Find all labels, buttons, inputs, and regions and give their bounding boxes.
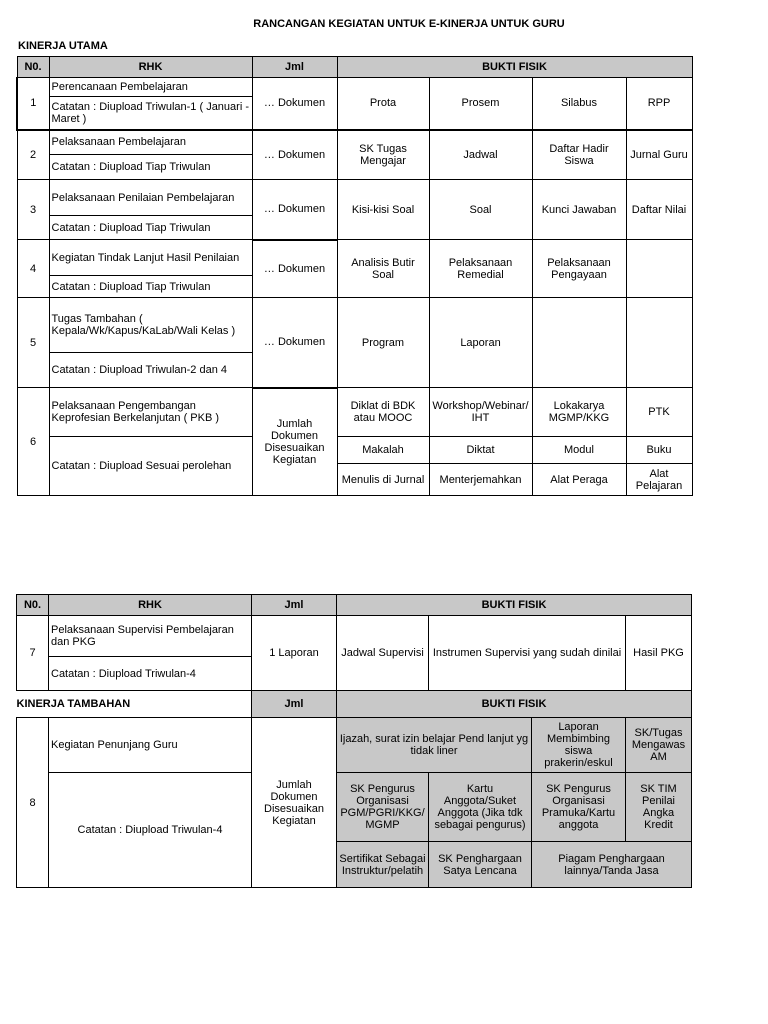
- bukti-cell: Jadwal: [429, 130, 532, 180]
- bukti-cell: Pelaksanaan Pengayaan: [532, 240, 626, 298]
- supervisi-tambahan-table: [16, 594, 692, 888]
- bukti-cell: Menulis di Jurnal: [337, 464, 429, 496]
- rhk-cell: Pelaksanaan Pembelajaran: [49, 130, 252, 155]
- note-cell: Catatan : Diupload Triwulan-1 ( Januari - Maret ): [49, 97, 252, 130]
- table-row: [17, 130, 692, 155]
- note-cell: Catatan : Diupload Triwulan-4: [49, 773, 252, 888]
- table-row: [17, 78, 692, 97]
- bukti-cell: Buku: [626, 437, 692, 464]
- document-title: RANCANGAN KEGIATAN UNTUK E-KINERJA UNTUK GURU: [253, 18, 565, 30]
- row-number: 3: [17, 180, 49, 240]
- row-number: 8: [17, 718, 49, 888]
- table-header-row: [17, 57, 692, 78]
- bukti-cell: [626, 298, 692, 388]
- header-bukti-fisik: BUKTI FISIK: [337, 595, 692, 616]
- rhk-cell: Kegiatan Penunjang Guru: [49, 718, 252, 773]
- jml-cell: … Dokumen: [252, 240, 337, 298]
- bukti-cell: [626, 240, 692, 298]
- bukti-cell: SK Penghargaan Satya Lencana: [429, 842, 532, 888]
- note-cell: Catatan : Diupload Triwulan-4: [49, 657, 252, 691]
- header-jml: Jml: [252, 691, 337, 718]
- header-no: N0.: [17, 57, 49, 78]
- row-number: 5: [17, 298, 49, 388]
- rhk-cell: Pelaksanaan Pengembangan Keprofesian Berkelanjutan ( PKB ): [49, 388, 252, 437]
- note-cell: Catatan : Diupload Sesuai perolehan: [49, 437, 252, 496]
- row-number: 4: [17, 240, 49, 298]
- bukti-cell: Silabus: [532, 78, 626, 130]
- table-row: [17, 240, 692, 276]
- note-cell: Catatan : Diupload Tiap Triwulan: [49, 276, 252, 298]
- bukti-cell: [532, 298, 626, 388]
- bukti-cell: Prosem: [429, 78, 532, 130]
- bukti-cell: Instrumen Supervisi yang sudah dinilai: [429, 616, 626, 691]
- bukti-cell: Diklat di BDK atau MOOC: [337, 388, 429, 437]
- jml-cell: … Dokumen: [252, 180, 337, 240]
- note-cell: Catatan : Diupload Tiap Triwulan: [49, 155, 252, 180]
- bukti-cell: Analisis Butir Soal: [337, 240, 429, 298]
- jml-cell: … Dokumen: [252, 78, 337, 130]
- jml-cell: Jumlah Dokumen Disesuaikan Kegiatan: [252, 388, 337, 496]
- bukti-cell: Jadwal Supervisi: [337, 616, 429, 691]
- bukti-cell: Laporan: [429, 298, 532, 388]
- table-row: [17, 298, 692, 353]
- bukti-cell: SK Pengurus Organisasi PGM/PGRI/KKG/ MGMP: [337, 773, 429, 842]
- jml-cell: … Dokumen: [252, 130, 337, 180]
- header-no: N0.: [17, 595, 49, 616]
- bukti-cell: Workshop/Webinar/ IHT: [429, 388, 532, 437]
- bukti-cell: Kartu Anggota/Suket Anggota (Jika tdk sebagai pengurus): [429, 773, 532, 842]
- table-row: [17, 388, 692, 437]
- row-number: 7: [17, 616, 49, 691]
- row-number: 6: [17, 388, 49, 496]
- rhk-cell: Tugas Tambahan ( Kepala/Wk/Kapus/KaLab/Wali Kelas ): [49, 298, 252, 353]
- bukti-cell: Menterjemahkan: [429, 464, 532, 496]
- section-kinerja-tambahan: KINERJA TAMBAHAN: [17, 691, 252, 718]
- bukti-cell: RPP: [626, 78, 692, 130]
- table-section-row: [17, 691, 692, 718]
- bukti-cell: Laporan Membimbing siswa prakerin/eskul: [532, 718, 626, 773]
- header-rhk: RHK: [49, 595, 252, 616]
- kinerja-utama-table: [16, 56, 693, 496]
- rhk-cell: Pelaksanaan Penilaian Pembelajaran: [49, 180, 252, 216]
- bukti-cell: SK Pengurus Organisasi Pramuka/Kartu anggota: [532, 773, 626, 842]
- bukti-cell: Sertifikat Sebagai Instruktur/pelatih: [337, 842, 429, 888]
- section-kinerja-utama: KINERJA UTAMA: [18, 40, 108, 52]
- header-rhk: RHK: [49, 57, 252, 78]
- header-bukti-fisik: BUKTI FISIK: [337, 691, 692, 718]
- bukti-cell: Kisi-kisi Soal: [337, 180, 429, 240]
- jml-cell: Jumlah Dokumen Disesuaikan Kegiatan: [252, 718, 337, 888]
- bukti-cell: Daftar Hadir Siswa: [532, 130, 626, 180]
- row-number: 2: [17, 130, 49, 180]
- header-bukti-fisik: BUKTI FISIK: [337, 57, 692, 78]
- bukti-cell: Diktat: [429, 437, 532, 464]
- bukti-cell: Program: [337, 298, 429, 388]
- bukti-cell: Piagam Penghargaan lainnya/Tanda Jasa: [532, 842, 692, 888]
- rhk-cell: Kegiatan Tindak Lanjut Hasil Penilaian: [49, 240, 252, 276]
- bukti-cell: Soal: [429, 180, 532, 240]
- header-jml: Jml: [252, 595, 337, 616]
- row-number: 1: [17, 78, 49, 130]
- jml-cell: 1 Laporan: [252, 616, 337, 691]
- table-row: [17, 616, 692, 657]
- bukti-cell: Daftar Nilai: [626, 180, 692, 240]
- bukti-cell: SK/Tugas Mengawas AM: [626, 718, 692, 773]
- bukti-cell: Jurnal Guru: [626, 130, 692, 180]
- bukti-cell: Hasil PKG: [626, 616, 692, 691]
- table-row: [17, 718, 692, 773]
- rhk-cell: Perencanaan Pembelajaran: [49, 78, 252, 97]
- table-header-row: [17, 595, 692, 616]
- note-cell: Catatan : Diupload Triwulan-2 dan 4: [49, 353, 252, 388]
- bukti-cell: Lokakarya MGMP/KKG: [532, 388, 626, 437]
- table-row: [17, 773, 692, 842]
- bukti-cell: SK TIM Penilai Angka Kredit: [626, 773, 692, 842]
- bukti-cell: Pelaksanaan Remedial: [429, 240, 532, 298]
- bukti-cell: SK Tugas Mengajar: [337, 130, 429, 180]
- rhk-cell: Pelaksanaan Supervisi Pembelajaran dan PKG: [49, 616, 252, 657]
- bukti-cell: Alat Peraga: [532, 464, 626, 496]
- table-row: [17, 180, 692, 216]
- bukti-cell: Kunci Jawaban: [532, 180, 626, 240]
- note-cell: Catatan : Diupload Tiap Triwulan: [49, 216, 252, 240]
- bukti-cell: Alat Pelajaran: [626, 464, 692, 496]
- table-row: [17, 437, 692, 464]
- bukti-cell: Makalah: [337, 437, 429, 464]
- bukti-cell: Prota: [337, 78, 429, 130]
- jml-cell: … Dokumen: [252, 298, 337, 388]
- bukti-cell: Modul: [532, 437, 626, 464]
- bukti-cell: Ijazah, surat izin belajar Pend lanjut yg tidak liner: [337, 718, 532, 773]
- bukti-cell: PTK: [626, 388, 692, 437]
- header-jml: Jml: [252, 57, 337, 78]
